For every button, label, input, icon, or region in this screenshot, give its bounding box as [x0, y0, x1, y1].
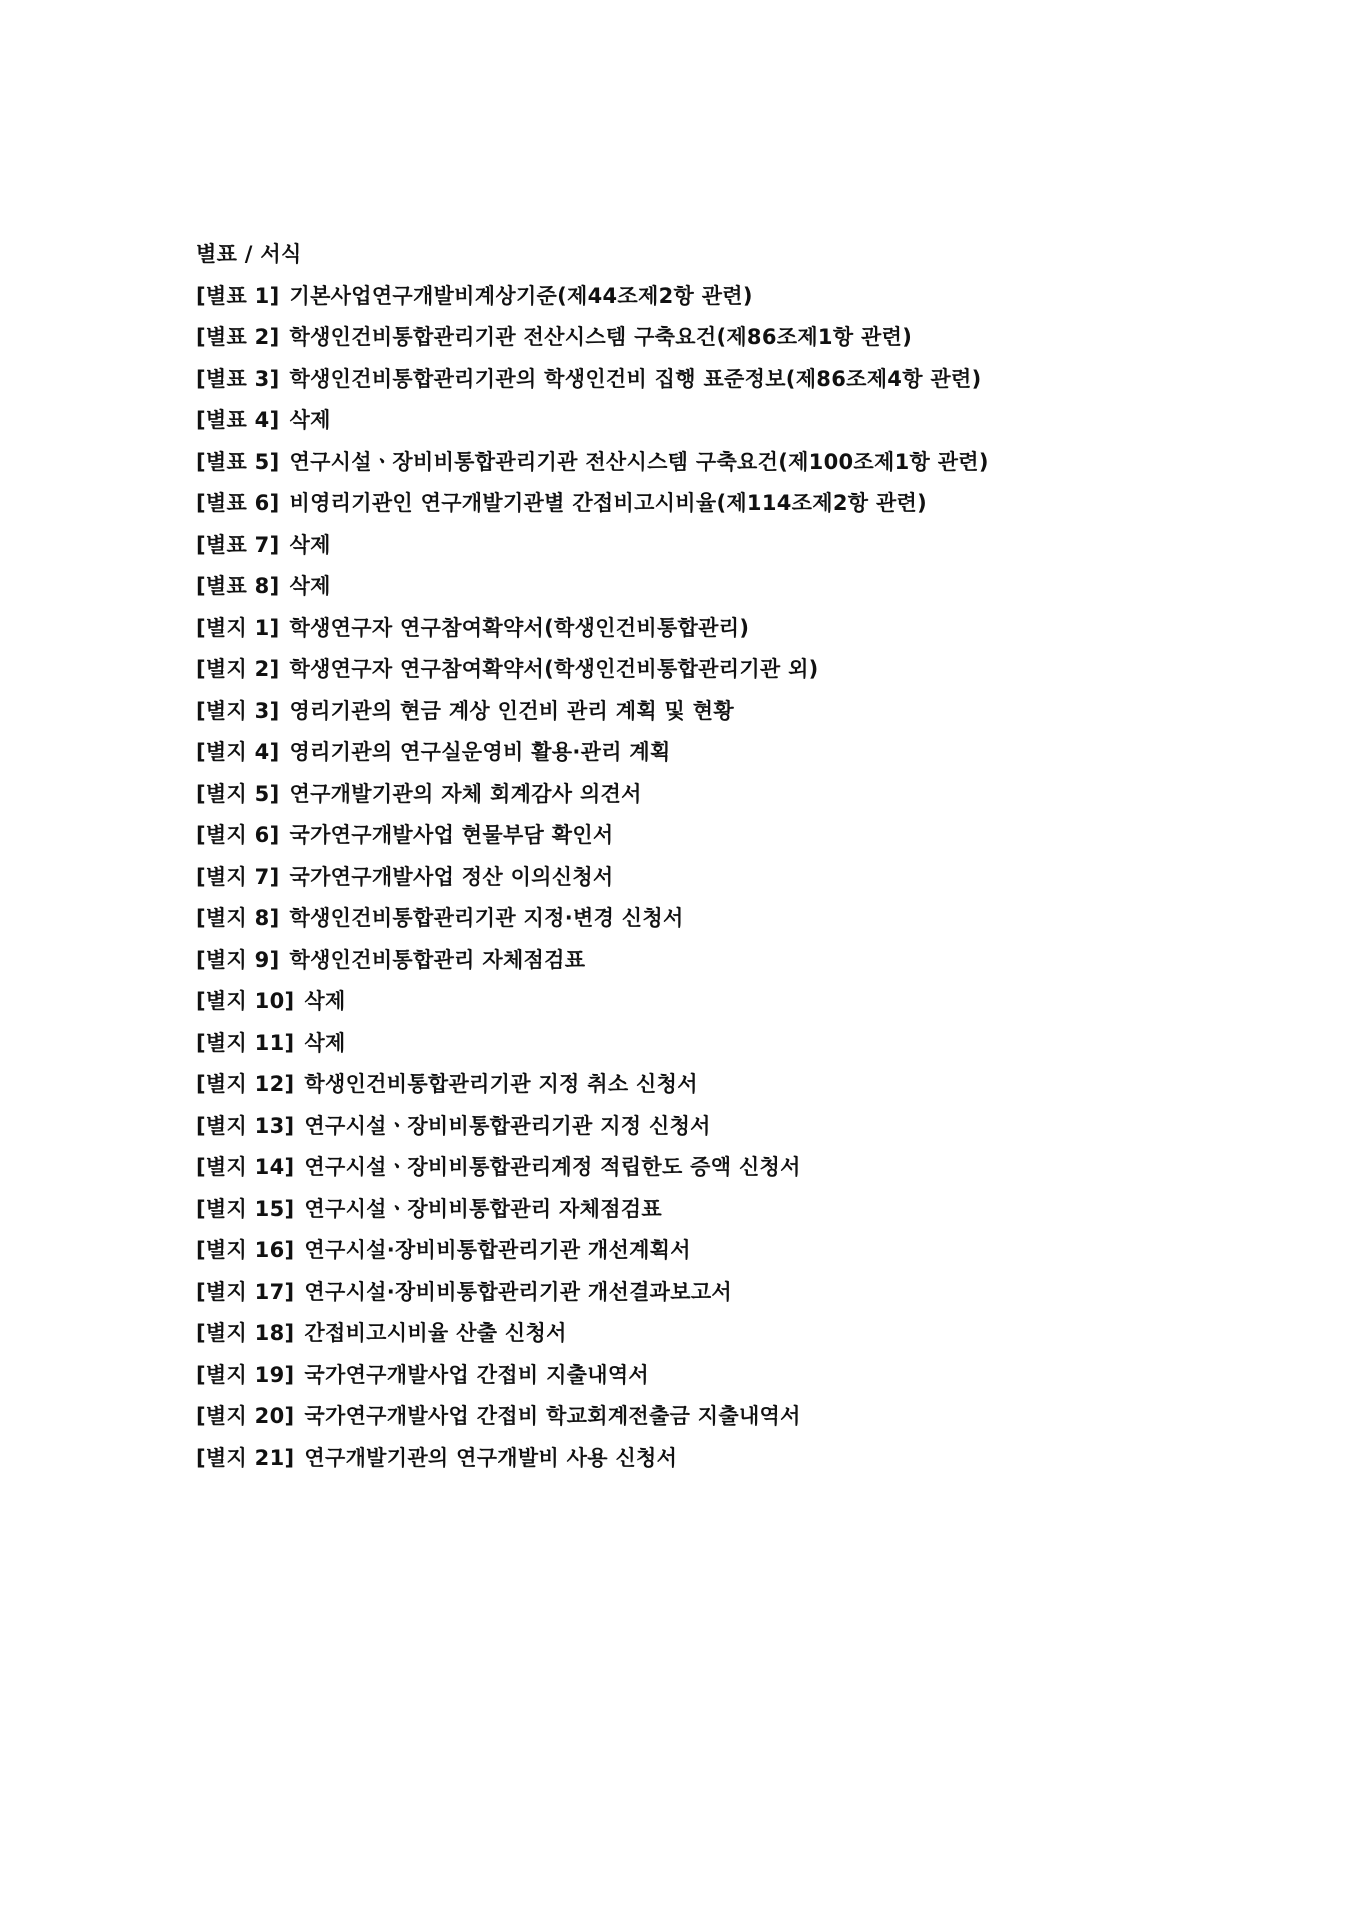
list-item [196, 1147, 1196, 1189]
list-item [196, 1272, 1196, 1314]
item-ref: [별지 11] [196, 1030, 295, 1055]
item-title: 연구시설·장비비통합관리기관 개선계획서 [304, 1238, 691, 1262]
item-title: 기본사업연구개발비계상기준(제44조제2항 관련) [289, 283, 753, 308]
item-title: 삭제 [289, 408, 331, 432]
item-ref: [별표 4] [196, 408, 280, 432]
item-title: 삭제 [289, 574, 331, 598]
item-ref: [별지 10] [196, 989, 295, 1013]
item-ref: [별지 16] [196, 1238, 295, 1262]
item-title: 학생인건비통합관리기관 전산시스템 구축요건(제86조제1항 관련) [289, 325, 913, 349]
list-item [196, 1064, 1196, 1106]
page-title: 별표 / 서식 [196, 242, 302, 266]
item-ref: [별지 4] [196, 740, 280, 764]
item-title: 영리기관의 현금 계상 인건비 관리 계획 및 현황 [289, 698, 734, 723]
item-ref: [별지 20] [196, 1404, 295, 1428]
item-title: 학생연구자 연구참여확약서(학생인건비통합관리) [289, 615, 750, 640]
list-item [196, 1313, 1196, 1355]
document-content [196, 234, 1196, 1479]
item-ref: [별지 17] [196, 1279, 295, 1304]
item-ref: [별표 3] [196, 366, 280, 391]
list-item [196, 1355, 1196, 1397]
item-title: 영리기관의 연구실운영비 활용·관리 계획 [289, 740, 671, 764]
item-title: 학생연구자 연구참여확약서(학생인건비통합관리기관 외) [289, 657, 819, 681]
item-title: 간접비고시비율 산출 신청서 [304, 1321, 567, 1345]
list-item [196, 815, 1196, 857]
list-item [196, 566, 1196, 608]
item-ref: [별지 15] [196, 1196, 295, 1221]
item-ref: [별지 2] [196, 657, 280, 681]
item-ref: [별표 7] [196, 532, 280, 557]
item-title: 학생인건비통합관리기관의 학생인건비 집행 표준정보(제86조제4항 관련) [289, 366, 982, 391]
list-item [196, 649, 1196, 691]
item-ref: [별지 6] [196, 823, 280, 847]
item-title: 비영리기관인 연구개발기관별 간접비고시비율(제114조제2항 관련) [289, 491, 928, 515]
item-ref: [별지 8] [196, 906, 280, 930]
item-ref: [별지 21] [196, 1445, 295, 1470]
item-ref: [별지 7] [196, 864, 280, 889]
item-ref: [별지 3] [196, 698, 280, 723]
item-title: 삭제 [304, 1030, 346, 1055]
item-title: 연구시설ㆍ장비비통합관리기관 지정 신청서 [304, 1113, 711, 1138]
list-item [196, 1396, 1196, 1438]
list-item [196, 442, 1196, 484]
item-title: 연구시설ㆍ장비비통합관리기관 전산시스템 구축요건(제100조제1항 관련) [289, 449, 989, 474]
item-ref: [별지 5] [196, 781, 280, 806]
list-item [196, 1106, 1196, 1148]
item-title: 연구개발기관의 연구개발비 사용 신청서 [304, 1445, 678, 1470]
item-title: 국가연구개발사업 간접비 지출내역서 [304, 1362, 650, 1387]
item-title: 학생인건비통합관리기관 지정 취소 신청서 [304, 1072, 698, 1096]
item-ref: [별표 5] [196, 449, 280, 474]
list-item [196, 483, 1196, 525]
list-item [196, 940, 1196, 982]
item-ref: [별지 12] [196, 1072, 295, 1096]
list-item [196, 317, 1196, 359]
item-title: 학생인건비통합관리 자체점검표 [289, 947, 586, 972]
item-ref: [별표 2] [196, 325, 280, 349]
list-item [196, 898, 1196, 940]
item-ref: [별표 8] [196, 574, 280, 598]
list-item [196, 1023, 1196, 1065]
item-ref: [별지 9] [196, 947, 280, 972]
item-title: 연구개발기관의 자체 회계감사 의견서 [289, 781, 642, 806]
list-item [196, 1189, 1196, 1231]
list-item [196, 276, 1196, 318]
item-ref: [별지 14] [196, 1155, 295, 1179]
item-title: 연구시설ㆍ장비비통합관리계정 적립한도 증액 신청서 [304, 1155, 801, 1179]
item-ref: [별지 13] [196, 1113, 295, 1138]
list-item [196, 732, 1196, 774]
item-title: 국가연구개발사업 현물부담 확인서 [289, 823, 614, 847]
item-title: 연구시설ㆍ장비비통합관리 자체점검표 [304, 1196, 662, 1221]
attachment-list [196, 276, 1196, 1480]
list-item [196, 774, 1196, 816]
list-item [196, 608, 1196, 650]
item-title: 삭제 [289, 532, 331, 557]
list-item [196, 525, 1196, 567]
list-item [196, 981, 1196, 1023]
list-item [196, 857, 1196, 899]
list-item [196, 1438, 1196, 1480]
list-item [196, 400, 1196, 442]
item-title: 삭제 [304, 989, 346, 1013]
item-title: 연구시설·장비비통합관리기관 개선결과보고서 [304, 1279, 733, 1304]
list-item [196, 691, 1196, 733]
item-ref: [별표 6] [196, 491, 280, 515]
item-ref: [별표 1] [196, 283, 280, 308]
list-item [196, 359, 1196, 401]
item-ref: [별지 18] [196, 1321, 295, 1345]
item-ref: [별지 1] [196, 615, 280, 640]
item-title: 국가연구개발사업 정산 이의신청서 [289, 864, 614, 889]
list-item [196, 1230, 1196, 1272]
item-ref: [별지 19] [196, 1362, 295, 1387]
item-title: 국가연구개발사업 간접비 학교회계전출금 지출내역서 [304, 1404, 801, 1428]
item-title: 학생인건비통합관리기관 지정·변경 신청서 [289, 906, 684, 930]
